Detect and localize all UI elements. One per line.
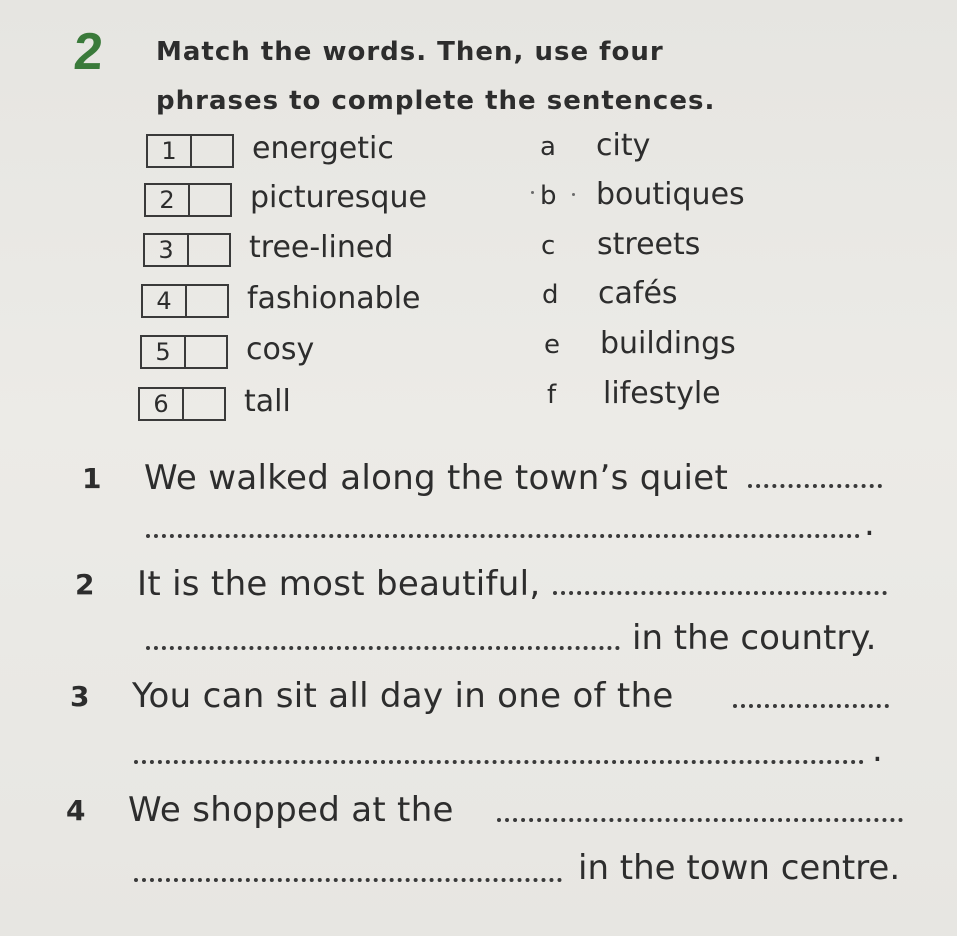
blank-line[interactable]	[733, 704, 889, 708]
match-word: cosy	[246, 332, 315, 367]
exercise-instructions: Match the words. Then, use four phrases to complete the sentences.	[156, 37, 716, 116]
answer-slot[interactable]	[186, 337, 226, 367]
blank-line[interactable]	[748, 484, 882, 488]
print-speck	[531, 191, 534, 194]
option-letter: a	[540, 132, 556, 162]
sentence-ending: in the country.	[632, 618, 877, 658]
option-letter: c	[541, 231, 556, 261]
option-word: streets	[597, 227, 701, 262]
option-letter: d	[542, 280, 559, 310]
match-word: picturesque	[250, 180, 427, 215]
option-word: boutiques	[596, 177, 745, 212]
option-word: cafés	[598, 276, 678, 311]
answer-box[interactable]	[141, 284, 229, 318]
sentence-ending: in the town centre.	[578, 848, 901, 888]
answer-slot[interactable]	[192, 136, 232, 166]
blank-line[interactable]	[134, 878, 562, 882]
item-number: 1	[148, 136, 192, 166]
blank-line[interactable]	[497, 818, 903, 822]
match-word: fashionable	[247, 281, 421, 316]
blank-line[interactable]	[146, 646, 620, 650]
option-letter: f	[547, 380, 557, 410]
answer-box[interactable]	[140, 335, 228, 369]
answer-box[interactable]	[146, 134, 234, 168]
print-speck	[572, 193, 575, 196]
sentence-number: 2	[75, 568, 95, 601]
answer-slot[interactable]	[190, 185, 230, 215]
option-word: lifestyle	[603, 376, 721, 411]
item-number: 5	[142, 337, 186, 367]
option-word: city	[596, 128, 651, 163]
answer-slot[interactable]	[189, 235, 229, 265]
blank-line[interactable]	[146, 534, 860, 538]
match-word: tall	[244, 384, 291, 419]
match-word: energetic	[252, 131, 394, 166]
item-number: 2	[146, 185, 190, 215]
sentence-number: 4	[66, 794, 86, 827]
option-letter: b	[540, 181, 557, 211]
exercise-number: 2	[71, 23, 105, 81]
answer-slot[interactable]	[187, 286, 227, 316]
option-word: buildings	[600, 326, 736, 361]
item-number: 6	[140, 389, 184, 419]
answer-box[interactable]	[143, 233, 231, 267]
sentence-text: We walked along the town’s quiet	[144, 458, 729, 498]
answer-box[interactable]	[144, 183, 232, 217]
sentence-number: 1	[82, 462, 102, 495]
sentence-text: You can sit all day in one of the	[132, 676, 674, 716]
sentence-ending: .	[864, 504, 875, 544]
answer-slot[interactable]	[184, 389, 224, 419]
blank-line[interactable]	[553, 591, 887, 595]
sentence-text: We shopped at the	[128, 790, 454, 830]
match-word: tree-lined	[249, 230, 394, 265]
option-letter: e	[544, 330, 560, 360]
sentence-text: It is the most beautiful,	[137, 564, 541, 604]
item-number: 4	[143, 286, 187, 316]
blank-line[interactable]	[134, 760, 864, 764]
sentence-ending: .	[872, 730, 883, 770]
answer-box[interactable]	[138, 387, 226, 421]
item-number: 3	[145, 235, 189, 265]
sentence-number: 3	[70, 680, 90, 713]
